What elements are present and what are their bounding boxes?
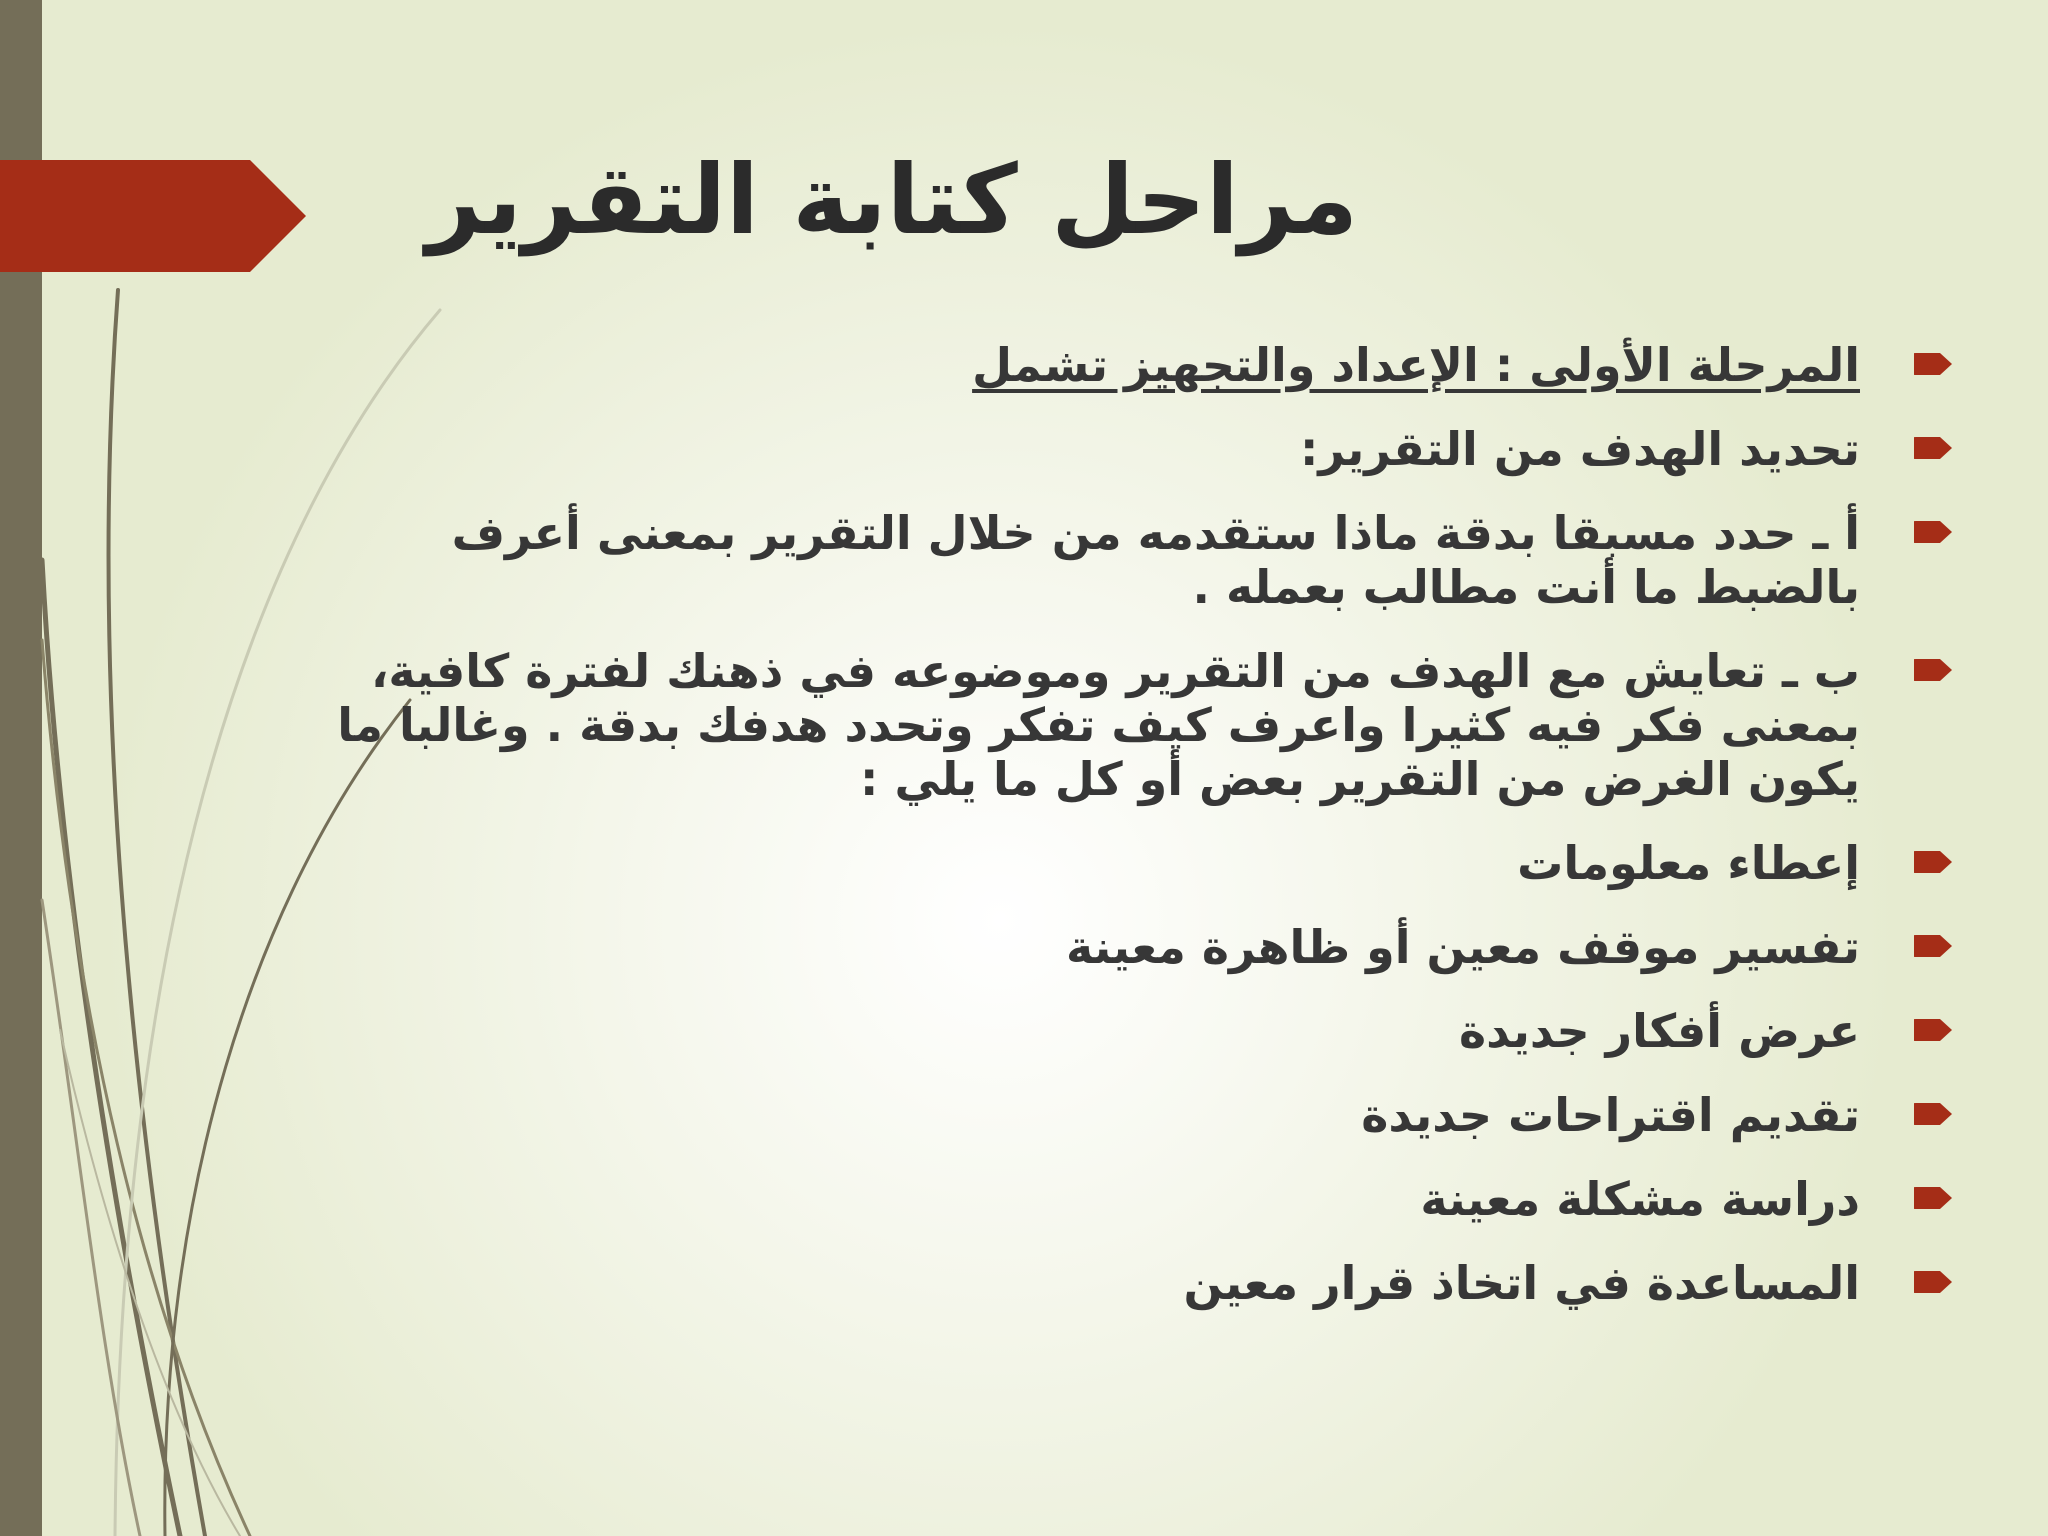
- bullet-text: المرحلة الأولى : الإعداد والتجهيز تشمل: [972, 338, 1860, 392]
- bullet-item: [320, 1172, 1860, 1226]
- arrow-bullet-icon: [1914, 1103, 1952, 1125]
- arrow-bullet-icon: [1914, 935, 1952, 957]
- bullet-item: [320, 1088, 1860, 1142]
- bullet-text: تحديد الهدف من التقرير:: [1300, 422, 1860, 476]
- bullet-item: [320, 338, 1860, 392]
- arrow-bullet-icon: [1914, 353, 1952, 375]
- bullet-list: [320, 338, 1860, 1340]
- arrow-bullet-icon: [1914, 659, 1952, 681]
- title-arrow-shape: [0, 160, 306, 272]
- bullet-text: أ ـ حدد مسبقا بدقة ماذا ستقدمه من خلال التقرير بمعنى أعرف بالضبط ما أنت مطالب بعمله .: [451, 506, 1860, 614]
- bullet-text: تفسير موقف معين أو ظاهرة معينة: [1065, 920, 1860, 974]
- slide-title: مراحل كتابة التقرير: [426, 144, 1358, 256]
- bullet-text: المساعدة في اتخاذ قرار معين: [1183, 1256, 1860, 1310]
- arrow-bullet-icon: [1914, 1271, 1952, 1293]
- arrow-bullet-icon: [1914, 1019, 1952, 1041]
- arrow-bullet-icon: [1914, 521, 1952, 543]
- arrow-bullet-icon: [1914, 1187, 1952, 1209]
- bullet-item: [320, 920, 1860, 974]
- bullet-item: [320, 836, 1860, 890]
- bullet-item: [320, 1256, 1860, 1310]
- bullet-item: [320, 422, 1860, 476]
- bullet-item: [320, 506, 1860, 614]
- bullet-text: تقديم اقتراحات جديدة: [1361, 1088, 1860, 1142]
- bullet-text: عرض أفكار جديدة: [1458, 1004, 1860, 1058]
- bullet-text: إعطاء معلومات: [1517, 836, 1860, 890]
- bullet-item: [320, 1004, 1860, 1058]
- bullet-text: دراسة مشكلة معينة: [1420, 1172, 1860, 1226]
- arrow-bullet-icon: [1914, 851, 1952, 873]
- bullet-text: ب ـ تعايش مع الهدف من التقرير وموضوعه في ذهنك لفترة كافية، بمعنى فكر فيه كثيرا واعرف كيف تفكر وتحدد هدفك بدقة . وغالبا ما يكون الغرض من التقرير بعض أو كل ما يلي :: [337, 644, 1860, 806]
- bullet-item: [320, 644, 1860, 806]
- arrow-bullet-icon: [1914, 437, 1952, 459]
